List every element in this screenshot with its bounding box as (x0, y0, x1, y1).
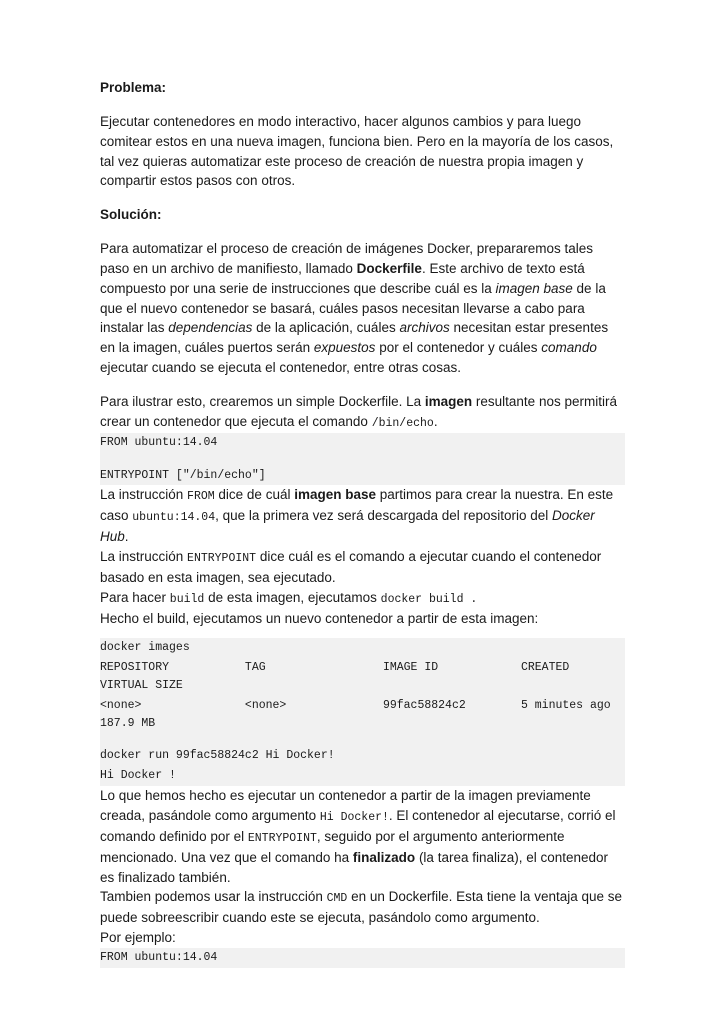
ilustrar-bin-echo: /bin/echo (371, 416, 434, 430)
from-imagen-base: imagen base (294, 487, 377, 503)
code-block-gap-2 (100, 733, 625, 746)
cmd-keyword: CMD (326, 892, 348, 906)
heading-solucion-text: Solución: (100, 207, 162, 223)
cmd-seg-2: en un Dockerfile. Esta tiene la ventaja que se puede sobreescribir cuando este se ejecuta, pasándolo como argumento. (100, 889, 623, 926)
solucion-seg-7: ejecutar cuando se ejecuta el contenedor, entre otras cosas. (100, 360, 461, 376)
solucion-expuestos: expuestos (313, 340, 376, 356)
paragraph-ilustrar (100, 392, 625, 433)
heading-solucion (100, 205, 625, 225)
solucion-imagen-base: imagen base (495, 280, 573, 296)
code-block-docker-run-output: Hi Docker ! (100, 766, 625, 786)
paragraph-ejemplo: Por ejemplo: (100, 930, 176, 946)
build-command: docker build . (380, 592, 478, 606)
from-seg-4: , que la primera vez será descargada del repositorio del (215, 508, 553, 524)
build-seg-2: de esta imagen, ejecutamos (204, 589, 381, 605)
heading-problema (100, 78, 625, 98)
final-argumento: Hi Docker! (319, 810, 389, 824)
paragraph-cmd (100, 887, 625, 928)
heading-problema-text: Problema: (100, 80, 167, 95)
from-ubuntu-tag: ubuntu:14.04 (132, 511, 216, 525)
ilustrar-seg-1: Para ilustrar esto, crearemos un simple Dockerfile. La (100, 393, 425, 409)
solucion-seg-6: por el contenedor y cuáles (375, 340, 542, 356)
final-seg-4: (la tarea finaliza), el contenedor es finalizado también. (100, 849, 609, 885)
document-body (100, 78, 659, 968)
code-block-docker-images-row: <none> <none> 99fac58824c2 5 minutes ago 187.9 MB (100, 696, 625, 734)
final-seg-1: Lo que hemos hecho es ejecutar un contenedor a partir de la imagen previamente creada, pasándole como argumento (100, 788, 591, 823)
ilustrar-imagen: imagen (424, 393, 473, 409)
code-block-dockerfile-3: FROM ubuntu:14.04 (100, 948, 625, 968)
from-docker-hub: Docker Hub (100, 508, 595, 545)
code-block-docker-run-cmd: docker run 99fac58824c2 Hi Docker! (100, 746, 625, 766)
paragraph-hecho-build: Hecho el build, ejecutamos un nuevo contenedor a partir de esta imagen: (100, 610, 539, 626)
solucion-seg-3: de la que el nuevo contenedor se basará, cuáles pasos necesitan llevarse a cabo para instalar las (100, 280, 606, 336)
solucion-seg-1: Para automatizar el proceso de creación de imágenes Docker, prepararemos tales paso en un archivo de manifiesto, llamado (100, 241, 594, 276)
spacer-before-images (100, 628, 625, 638)
solucion-seg-4: de la aplicación, cuáles (252, 320, 400, 336)
code-block-dockerfile-2: ENTRYPOINT ["/bin/echo"] (100, 466, 625, 486)
code-block-dockerfile-1: FROM ubuntu:14.04 (100, 433, 625, 453)
paragraph-build (100, 588, 625, 609)
build-seg-1: Para hacer (100, 589, 170, 605)
build-keyword: build (169, 592, 205, 606)
ilustrar-seg-2: resultante nos permitirá crear un contenedor que ejecuta el comando (100, 393, 617, 429)
solucion-archivos: archivos (399, 320, 450, 336)
paragraph-solucion (100, 239, 625, 378)
solucion-dependencias: dependencias (168, 320, 253, 336)
paragraph-from (100, 485, 625, 547)
solucion-comando: comando (541, 340, 597, 356)
entrypoint-seg-2: dice cuál es el comando a ejecutar cuando el contenedor basado en esta imagen, sea ejecutado. (100, 548, 602, 585)
paragraph-entrypoint (100, 547, 625, 588)
solucion-dockerfile: Dockerfile (356, 260, 422, 276)
paragraph-explicacion (100, 786, 625, 887)
solucion-seg-5: necesitan estar presentes en la imagen, cuáles puertos serán (100, 320, 609, 356)
final-finalizado: finalizado (352, 849, 416, 865)
entrypoint-keyword: ENTRYPOINT (187, 551, 257, 565)
code-block-docker-images-cmd: docker images (100, 638, 625, 658)
entrypoint-seg-1: La instrucción (100, 548, 188, 564)
from-seg-1: La instrucción (100, 487, 188, 503)
code-block-docker-images-header: REPOSITORY TAG IMAGE ID CREATED VIRTUAL SIZE (100, 658, 625, 696)
solucion-seg-2: . Este archivo de texto está compuesto por una serie de instrucciones que describe cuál es la (100, 260, 585, 296)
ilustrar-seg-3: . (433, 413, 438, 429)
from-seg-5: . (124, 529, 129, 545)
cmd-seg-1: Tambien podemos usar la instrucción (100, 889, 327, 905)
final-entrypoint-keyword: ENTRYPOINT (247, 831, 317, 845)
from-seg-2: dice de cuál (214, 487, 295, 503)
code-block-gap-1 (100, 453, 625, 466)
from-keyword: FROM (187, 490, 215, 504)
final-seg-2: . El contenedor al ejecutarse, corrió el comando definido por el (100, 807, 616, 844)
paragraph-problema: Ejecutar contenedores en modo interactivo, hacer algunos cambios y para luego comitear estos en una nueva imagen, funciona bien. Pero en la mayoría de los casos, tal vez quieras automatizar este proceso de creación de nuestra propia imagen y compartir estos pasos con otros. (100, 113, 614, 189)
from-seg-3: partimos para crear la nuestra. En este caso (100, 487, 614, 524)
final-seg-3: , seguido por el argumento anteriormente mencionado. Una vez que el comando ha (100, 828, 565, 865)
